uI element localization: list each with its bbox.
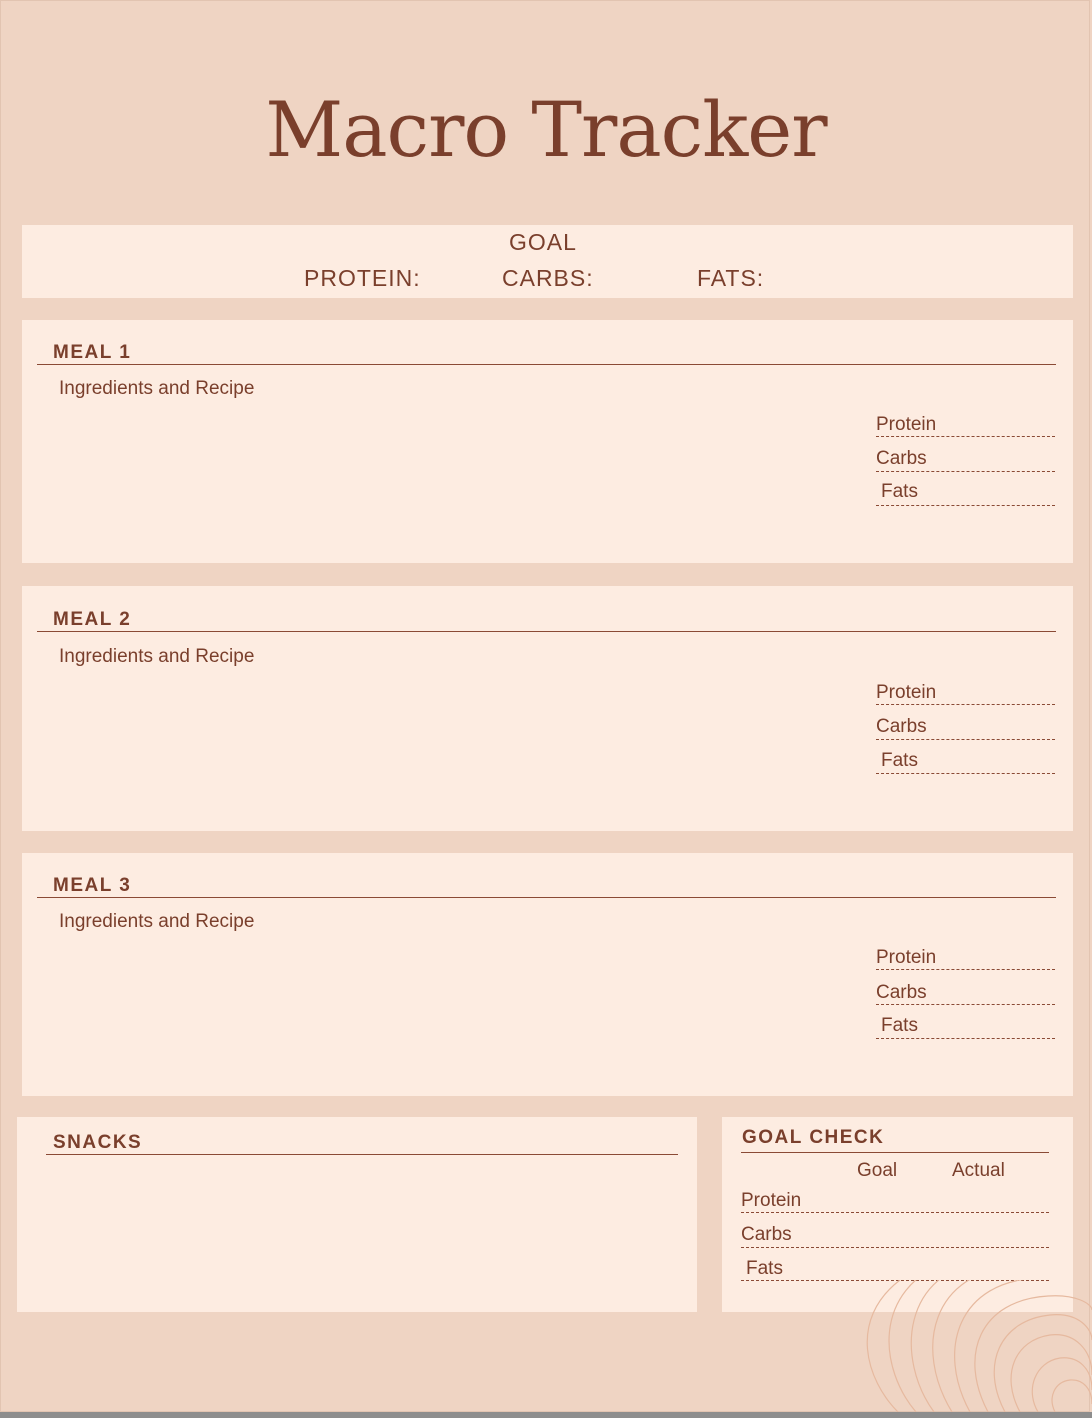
goal-check-actual-header: Actual: [952, 1160, 1005, 1181]
meal-2-carbs-label: Carbs: [876, 716, 927, 737]
meal-2-subtitle: Ingredients and Recipe: [59, 646, 255, 667]
goal-fats-label: FATS:: [697, 265, 765, 291]
meal-3-fats-line[interactable]: [876, 1038, 1055, 1039]
meal-3-carbs-line[interactable]: [876, 1004, 1055, 1005]
meal-1-protein-label: Protein: [876, 414, 937, 435]
goal-check-protein-line[interactable]: [741, 1212, 1049, 1213]
goal-check-protein-label: Protein: [741, 1190, 802, 1211]
goal-carbs-label: CARBS:: [502, 265, 594, 291]
meal-1-panel: [22, 320, 1073, 563]
meal-2-fats-line[interactable]: [876, 773, 1055, 774]
goal-check-title: GOAL CHECK: [742, 1127, 885, 1148]
meal-1-title: MEAL 1: [53, 342, 132, 363]
meal-1-fats-label: Fats: [881, 481, 918, 502]
snacks-rule: [46, 1154, 678, 1155]
meal-2-protein-label: Protein: [876, 682, 937, 703]
meal-2-fats-label: Fats: [881, 750, 918, 771]
meal-3-rule: [37, 897, 1056, 898]
goal-check-goal-header: Goal: [857, 1160, 898, 1181]
meal-1-rule: [37, 364, 1056, 365]
meal-1-subtitle: Ingredients and Recipe: [59, 378, 255, 399]
bottom-bar: [0, 1412, 1092, 1418]
meal-2-title: MEAL 2: [53, 609, 132, 630]
meal-2-panel: [22, 586, 1073, 831]
meal-3-protein-line[interactable]: [876, 969, 1055, 970]
goal-check-carbs-line[interactable]: [741, 1247, 1049, 1248]
goal-check-fats-label: Fats: [746, 1258, 783, 1279]
meal-1-protein-line[interactable]: [876, 436, 1055, 437]
meal-1-fats-line[interactable]: [876, 505, 1055, 506]
meal-3-subtitle: Ingredients and Recipe: [59, 911, 255, 932]
meal-3-title: MEAL 3: [53, 875, 132, 896]
meal-1-carbs-label: Carbs: [876, 448, 927, 469]
meal-1-carbs-line[interactable]: [876, 471, 1055, 472]
goal-heading: GOAL: [509, 229, 577, 255]
goal-protein-label: PROTEIN:: [304, 265, 421, 291]
meal-2-rule: [37, 631, 1056, 632]
meal-3-fats-label: Fats: [881, 1015, 918, 1036]
goal-check-rule: [741, 1152, 1049, 1153]
meal-2-protein-line[interactable]: [876, 704, 1055, 705]
page-title: Macro Tracker: [265, 85, 827, 174]
meal-2-carbs-line[interactable]: [876, 739, 1055, 740]
snacks-title: SNACKS: [53, 1132, 143, 1153]
meal-3-protein-label: Protein: [876, 947, 937, 968]
goal-check-carbs-label: Carbs: [741, 1224, 792, 1245]
meal-3-panel: [22, 853, 1073, 1096]
meal-3-carbs-label: Carbs: [876, 982, 927, 1003]
decorative-swirl-icon: [840, 1280, 1092, 1412]
